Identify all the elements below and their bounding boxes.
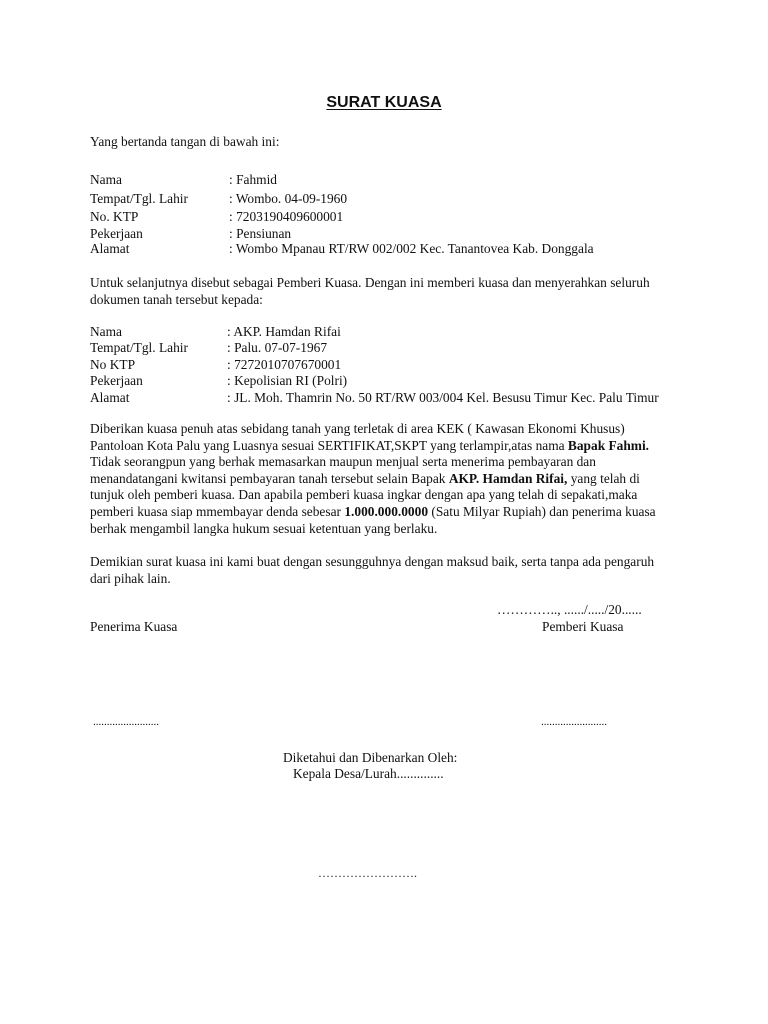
grantee-birth-value: : Palu. 07-07-1967 bbox=[227, 340, 328, 355]
grantee-ktp-label: No KTP bbox=[90, 357, 136, 372]
document-title: SURAT KUASA bbox=[326, 94, 442, 111]
receiver-signature-line: ........................ bbox=[93, 716, 159, 728]
grantee-name-label: Nama bbox=[90, 324, 122, 339]
grantor-birth-label: Tempat/Tgl. Lahir bbox=[90, 191, 188, 206]
giver-signature-line: ........................ bbox=[541, 716, 607, 728]
grantor-job-label: Pekerjaan bbox=[90, 226, 143, 241]
date-line: ………….., ....../...../20...... bbox=[497, 602, 642, 617]
grantor-name-value: : Fahmid bbox=[229, 172, 277, 187]
grantee-ktp-value: : 7272010707670001 bbox=[227, 357, 342, 372]
grantee-address-label: Alamat bbox=[90, 390, 130, 405]
receiver-label: Penerima Kuasa bbox=[90, 619, 178, 634]
grantor-job-value: : Pensiunan bbox=[229, 226, 292, 241]
head-village-label: Kepala Desa/Lurah.............. bbox=[293, 766, 444, 781]
bold-penalty-amount: 1.000.000.0000 bbox=[344, 503, 429, 519]
paragraph-delegation: Untuk selanjutnya disebut sebagai Pemberi Kuasa. Dengan ini memberi kuasa dan menyerahkan seluruh dokumen tanah tersebut kepada: bbox=[90, 275, 650, 307]
grantor-birth-value: : Wombo. 04-09-1960 bbox=[229, 191, 348, 206]
grantor-ktp-label: No. KTP bbox=[90, 209, 139, 224]
bold-grantor-name: Bapak Fahmi. bbox=[567, 437, 650, 453]
grantee-job-label: Pekerjaan bbox=[90, 373, 143, 388]
grantor-name-label: Nama bbox=[90, 172, 122, 187]
grantor-address-value: : Wombo Mpanau RT/RW 002/002 Kec. Tanantovea Kab. Donggala bbox=[229, 241, 594, 256]
grantor-address-label: Alamat bbox=[90, 241, 130, 256]
grantee-name-value: : AKP. Hamdan Rifai bbox=[227, 324, 341, 339]
grantee-birth-label: Tempat/Tgl. Lahir bbox=[90, 340, 188, 355]
grantee-job-value: : Kepolisian RI (Polri) bbox=[227, 373, 348, 388]
grantor-ktp-value: : 7203190409600001 bbox=[229, 209, 344, 224]
grantee-address-value: : JL. Moh. Thamrin No. 50 RT/RW 003/004 Kel. Besusu Timur Kec. Palu Timur bbox=[227, 390, 659, 405]
paragraph-authority: Diberikan kuasa penuh atas sebidang tanah yang terletak di area KEK ( Kawasan Ekonomi Khusus) Pantoloan Kota Palu yang Luasnya sesuai SERTIFIKAT,SKPT yang terlampir,atas nama Bapak Fahmi. Tidak seorangpun yang berhak memasarkan maupun menjual serta menerima pembayaran dan menandatangani kwitansi pembayaran tanah tersebut selain Bapak AKP. Hamdan Rifai, yang telah di tunjuk oleh pemberi kuasa. Dan apabila pemberi kuasa ingkar dengan apa yang telah di sepakati,maka pemberi kuasa siap mmembayar denda sebesar 1.000.000.0000 (Satu Milyar Rupiah) dan penerima kuasa berhak mengambil langka hukum sesuai ketentuan yang berlaku. bbox=[90, 421, 656, 536]
head-village-signature-line: ……………………. bbox=[318, 866, 417, 880]
known-by-label: Diketahui dan Dibenarkan Oleh: bbox=[283, 750, 458, 765]
giver-label: Pemberi Kuasa bbox=[542, 619, 624, 634]
paragraph-closing: Demikian surat kuasa ini kami buat dengan sesungguhnya dengan maksud baik, serta tanpa ada pengaruh dari pihak lain. bbox=[90, 554, 655, 586]
bold-grantee-name: AKP. Hamdan Rifai, bbox=[448, 470, 568, 486]
intro-text: Yang bertanda tangan di bawah ini: bbox=[90, 134, 280, 149]
